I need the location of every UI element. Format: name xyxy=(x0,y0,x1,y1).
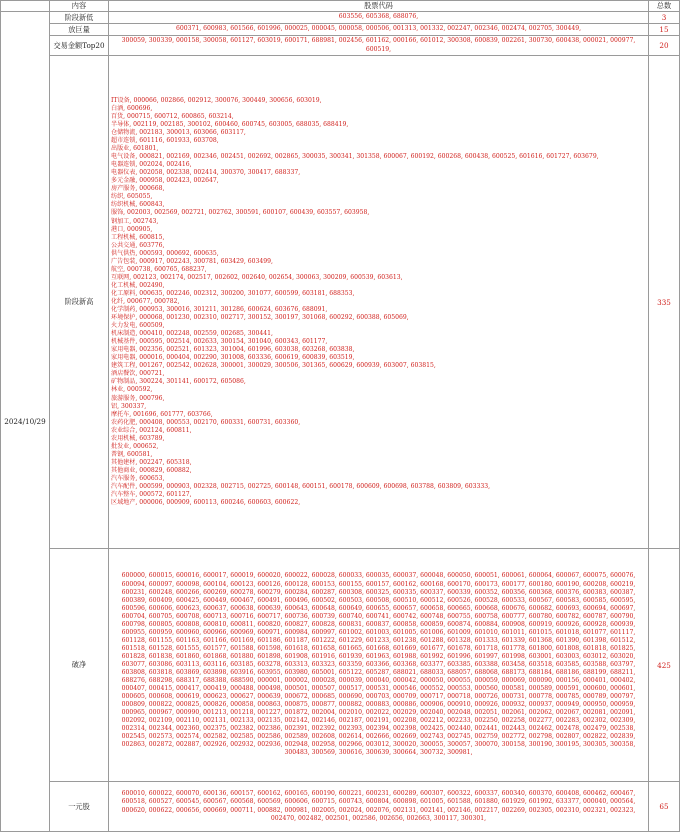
codes-volume-spike: 600371, 600983, 601566, 601996, 000025, 000045, 000058, 000506, 001313, 001332, 002247, 002346, 002474, 002705, 300449, xyxy=(109,24,649,36)
code-line: 600010, 600022, 600070, 600136, 600157, 600162, 600165, 600190, 600221, 600231, 600289, 600307, 600322, 600337, 600340, 600370, 600408, 600462, 600467, xyxy=(121,790,636,798)
codes-stage-new-high xyxy=(109,56,649,549)
code-line: 600704, 600705, 600708, 600713, 600716, 600717, 600736, 600739, 600740, 600741, 600742, 600748, 600755, 600758, 600777, 600780, 600782, 600787, 600790, xyxy=(121,612,636,620)
code-line: 600389, 600409, 600425, 600449, 600467, 600491, 600496, 600502, 600503, 600508, 600510, 600512, 600526, 600528, 600533, 600567, 600583, 600585, 600595, xyxy=(121,596,636,604)
code-line: 家用电器, 002356, 002521, 601323, 301004, 601996, 603038, 603268, 603838, xyxy=(111,346,355,354)
code-line: 电器仪表, 002058, 002338, 002414, 300370, 300417, 688337, xyxy=(111,169,301,177)
category-stage-new-low: 阶段新低 xyxy=(50,12,109,24)
count-stage-new-high: 335 xyxy=(649,56,680,549)
code-line: 600955, 600959, 600960, 600966, 600969, 600971, 600984, 600997, 601002, 601003, 601005, 601006, 601009, 601010, 601011, 601015, 601018, 601077, 601117, xyxy=(121,628,636,636)
count-below-net: 425 xyxy=(649,549,680,782)
code-line: 002470, 002482, 002501, 002586, 002656, 002663, 300117, 300301, xyxy=(270,814,487,822)
category-top20-amount: 交易金额Top20 xyxy=(50,36,109,56)
codes-top20-amount xyxy=(109,36,649,56)
code-line: 建筑工程, 001267, 002542, 002628, 300001, 300029, 300506, 301365, 600629, 600939, 603007, 603815, xyxy=(111,362,436,370)
code-line: 普钢, 600581, xyxy=(111,450,153,458)
count-stage-new-low: 3 xyxy=(649,12,680,24)
code-line: 000605, 000608, 000619, 000623, 000627, 000639, 000672, 000685, 000690, 000703, 000709, 000717, 000718, 000726, 000731, 000778, 000785, 000789, 000797, xyxy=(121,693,636,701)
code-line: 600518, 600527, 600545, 600567, 600568, 600569, 600606, 600715, 600743, 600804, 600898, 601005, 601588, 601880, 601929, 601992, 633377, 000040, 000564, xyxy=(121,798,636,806)
code-line: 机械基件, 000595, 002514, 002633, 300154, 301040, 600343, 601177, xyxy=(111,338,328,346)
code-line: 600000, 600015, 600016, 600017, 600019, 600020, 600022, 600028, 600033, 600035, 600037, 600048, 600050, 600051, 600061, 600064, 600067, 600075, 600076, xyxy=(121,572,636,580)
header-content: 内容 xyxy=(50,1,109,12)
code-line: 002545, 002573, 002574, 002582, 002585, 002586, 002589, 002608, 002614, 002666, 002669, 002743, 002745, 002759, 002772, 002798, 002807, 002822, 002839, xyxy=(121,733,636,741)
code-line: 化工机械, 002490, xyxy=(111,281,165,289)
code-line: 002314, 002344, 002360, 002375, 002382, 002386, 002391, 002392, 002393, 002394, 002398, 002425, 002440, 002441, 002443, 002462, 002478, 002479, 002538, xyxy=(121,725,636,733)
codes-top20-line: 600519, xyxy=(365,45,392,53)
code-line: 600094, 600097, 600098, 600104, 600123, 600126, 600128, 600153, 600155, 600157, 600162, 600168, 600170, 600173, 600177, 600180, 600190, 600208, 600219, xyxy=(121,580,636,588)
code-line: 农药化肥, 000408, 000553, 002170, 600331, 600731, 603360, xyxy=(111,418,301,426)
code-line: 002863, 002872, 002887, 002926, 002932, 002936, 002948, 002958, 002966, 003012, 300020, 300055, 300057, 300070, 300158, 300190, 300195, 300305, 300358, xyxy=(121,741,636,749)
code-line: 多元金融, 000958, 002423, 002647, xyxy=(111,177,219,185)
code-line: 环境保护, 000068, 001230, 002310, 002717, 300152, 300197, 301068, 600292, 600388, 605069, xyxy=(111,314,409,322)
header-codes: 股票代码 xyxy=(109,1,649,12)
header-count: 总数 xyxy=(649,1,680,12)
code-line: 300483, 300569, 300616, 300639, 300664, 300732, 300981, xyxy=(284,749,473,757)
code-line: 林业, 000592, xyxy=(111,386,153,394)
code-line: 供气供热, 000593, 000692, 600635, xyxy=(111,249,219,257)
code-line: 农业综合, 002124, 600811, xyxy=(111,426,192,434)
code-line: 汽车整车, 000572, 601127, xyxy=(111,491,192,499)
category-below-net: 破净 xyxy=(50,549,109,782)
code-line: 矿物制品, 300224, 301141, 600172, 605086, xyxy=(111,378,246,386)
code-line: 服饰, 002003, 002569, 002721, 002762, 300591, 600107, 600439, 603557, 603958, xyxy=(111,209,370,217)
code-line: 600596, 600606, 600623, 600637, 600638, 600639, 600643, 600648, 600649, 600655, 600657, 600658, 600665, 600668, 600676, 600682, 600693, 600694, 600697, xyxy=(121,604,636,612)
code-line: 超市连锁, 601116, 601933, 603708, xyxy=(111,137,219,145)
code-line: 603808, 603818, 603869, 603898, 603916, 603955, 603980, 605001, 605122, 605287, 688021, 688033, 688057, 688068, 688173, 688184, 688186, 688199, 688211, xyxy=(121,669,636,677)
code-line: 铝, 300337, xyxy=(111,402,147,410)
count-one-yuan: 65 xyxy=(649,782,680,832)
code-line: 汽车服务, 600653, xyxy=(111,475,165,482)
code-line: 化纤, 000677, 000782, xyxy=(111,297,180,305)
row-top20-amount xyxy=(1,36,680,56)
code-line: 000407, 000415, 000417, 000419, 000488, 000498, 000501, 000507, 000517, 000531, 000546, 000552, 000553, 000560, 000581, 000589, 000591, 000600, 000601, xyxy=(121,685,636,693)
code-line: 机床制造, 000410, 002248, 002559, 002685, 300441, xyxy=(111,330,273,338)
code-line: IT设备, 000066, 002866, 002912, 300076, 300449, 300656, 603019, xyxy=(111,96,322,104)
code-line: 区域地产, 000006, 000909, 600113, 600246, 600603, 600622, xyxy=(111,499,301,507)
code-line: 688276, 688298, 688317, 688388, 688590, 000001, 000002, 000028, 000039, 000040, 000042, 000050, 000055, 000059, 000069, 000090, 000156, 000401, 000402, xyxy=(121,677,636,685)
code-line: 603077, 603086, 603113, 603116, 603185, 603278, 603313, 603323, 603359, 603366, 603368, 603377, 603385, 603388, 603458, 603518, 603585, 603588, 603797, xyxy=(121,660,636,668)
code-line: 家用电器, 000016, 000404, 002290, 301008, 603336, 600619, 600839, 603519, xyxy=(111,354,355,362)
count-volume-spike: 15 xyxy=(649,24,680,36)
row-one-yuan xyxy=(1,782,680,832)
code-line: 电器连锁, 002024, 002416, xyxy=(111,161,192,169)
code-line: 000965, 000967, 000990, 001213, 001218, 001227, 001872, 002004, 002010, 002022, 002029, 002040, 002048, 002051, 002061, 002062, 002067, 002081, 002091, xyxy=(121,709,636,717)
code-line: 酒店餐饮, 000721, xyxy=(111,370,165,378)
code-line: 化工原料, 000635, 002246, 002312, 300200, 301077, 600599, 603181, 688353, xyxy=(111,289,355,297)
code-line: 公共交通, 603776, xyxy=(111,241,165,249)
code-line: 汽车配件, 000599, 000903, 002328, 002715, 002725, 600148, 600151, 600178, 600609, 600698, 603788, 603809, 603333, xyxy=(111,483,491,491)
row-volume-spike xyxy=(1,24,680,36)
code-line: 航空, 000738, 600765, 688237, xyxy=(111,265,207,273)
codes-top20-line: 300059, 300339, 000158, 300058, 601127, 603019, 600171, 688981, 002456, 601162, 000166, 601012, 300308, 600839, 002261, 300730, 600438, 000021, 000977, xyxy=(121,37,636,45)
code-line: 601518, 601528, 601555, 601577, 601588, 601598, 601618, 601658, 601665, 601668, 601669, 601677, 601678, 601718, 601778, 601800, 601808, 601818, 601825, xyxy=(121,644,636,652)
code-line: 农用机械, 603789, xyxy=(111,434,165,442)
code-line: 601828, 601838, 601860, 601868, 601880, 601898, 601908, 601916, 601939, 601963, 601988, 601992, 601996, 601997, 601998, 603001, 603003, 603012, 603020, xyxy=(121,652,636,660)
code-line: 百货, 000715, 600712, 600865, 603214, xyxy=(111,112,234,120)
code-line: 房产服务, 000668, xyxy=(111,185,165,193)
code-line: 600231, 600248, 600266, 600269, 600278, 600279, 600284, 600287, 600308, 600325, 600335, 600337, 600339, 600352, 600356, 600368, 600376, 600383, 600387, xyxy=(121,588,636,596)
code-line: 火力发电, 600509, xyxy=(111,322,165,330)
code-line: 600798, 600805, 600808, 600810, 600811, 600820, 600827, 600828, 600831, 600837, 600858, 600859, 600874, 600884, 600908, 600919, 600926, 600928, 600939, xyxy=(121,620,636,628)
code-line: 000809, 000822, 000825, 000826, 000858, 000863, 000875, 000877, 000882, 000883, 000886, 000906, 000910, 000926, 000932, 000937, 000949, 000950, 000959, xyxy=(121,701,636,709)
code-line: 纺织, 605055, xyxy=(111,193,153,201)
code-line: 摩托车, 001696, 601777, 603766, xyxy=(111,410,213,418)
code-line: 电气设备, 000821, 002169, 002346, 002451, 002692, 002865, 300035, 300341, 301358, 600067, 600192, 600268, 600438, 600525, 601616, 601727, 603679, xyxy=(111,153,599,161)
codes-one-yuan xyxy=(109,782,649,832)
codes-stage-new-low: 603556, 605368, 688076, xyxy=(109,12,649,24)
date-cell: 2024/10/29 xyxy=(1,12,50,832)
row-stage-new-low xyxy=(1,12,680,24)
code-line: 旅游服务, 000796, xyxy=(111,394,165,402)
code-line: 000620, 000622, 000656, 000669, 000711, 000882, 000981, 002005, 002024, 002076, 002131, 002141, 002146, 002217, 002269, 002305, 002310, 002321, 002323, xyxy=(121,806,636,814)
code-line: 港口, 000905, xyxy=(111,225,153,233)
code-line: 广告包装, 000917, 002243, 300781, 603429, 603499, xyxy=(111,257,273,265)
code-line: 互联网, 002123, 002174, 002517, 002602, 002640, 002654, 300063, 300209, 600539, 603613, xyxy=(111,273,403,281)
codes-below-net xyxy=(109,549,649,782)
code-line: 仓储物流, 002183, 300013, 603066, 603117, xyxy=(111,128,246,136)
code-line: 其他建材, 002247, 605318, xyxy=(111,458,192,466)
row-stage-new-high xyxy=(1,56,680,549)
code-line: 其他商业, 000829, 600882, xyxy=(111,466,192,474)
code-line: 出版业, 601801, xyxy=(111,145,159,153)
code-line: 钢加工, 002743, xyxy=(111,217,159,225)
header-date xyxy=(1,1,50,12)
code-line: 批发业, 000652, xyxy=(111,442,159,450)
code-line: 601128, 601155, 601163, 601166, 601169, 601186, 601187, 601222, 601229, 601233, 601238, 601288, 601328, 601333, 601339, 601368, 601390, 601398, 601512, xyxy=(121,636,636,644)
code-line: 纺织机械, 600843, xyxy=(111,201,165,209)
code-line: 工程机械, 600815, xyxy=(111,233,165,241)
category-one-yuan: 一元股 xyxy=(50,782,109,832)
category-volume-spike: 放巨量 xyxy=(50,24,109,36)
code-line: 白酒, 600696, xyxy=(111,104,153,112)
code-line: 002092, 002109, 002110, 002131, 002133, 002135, 002142, 002146, 002187, 002191, 002208, 002212, 002233, 002250, 002258, 002277, 002283, 002302, 002309, xyxy=(121,717,636,725)
code-line: 化学制药, 000953, 300016, 301211, 301286, 600624, 603676, 688091, xyxy=(111,306,328,314)
row-below-net xyxy=(1,549,680,782)
code-line: 半导体, 002119, 002185, 300102, 600460, 600745, 603005, 688035, 688419, xyxy=(111,120,349,128)
count-top20-amount: 20 xyxy=(649,36,680,56)
header-row xyxy=(1,1,680,12)
category-stage-new-high: 阶段新高 xyxy=(50,56,109,549)
